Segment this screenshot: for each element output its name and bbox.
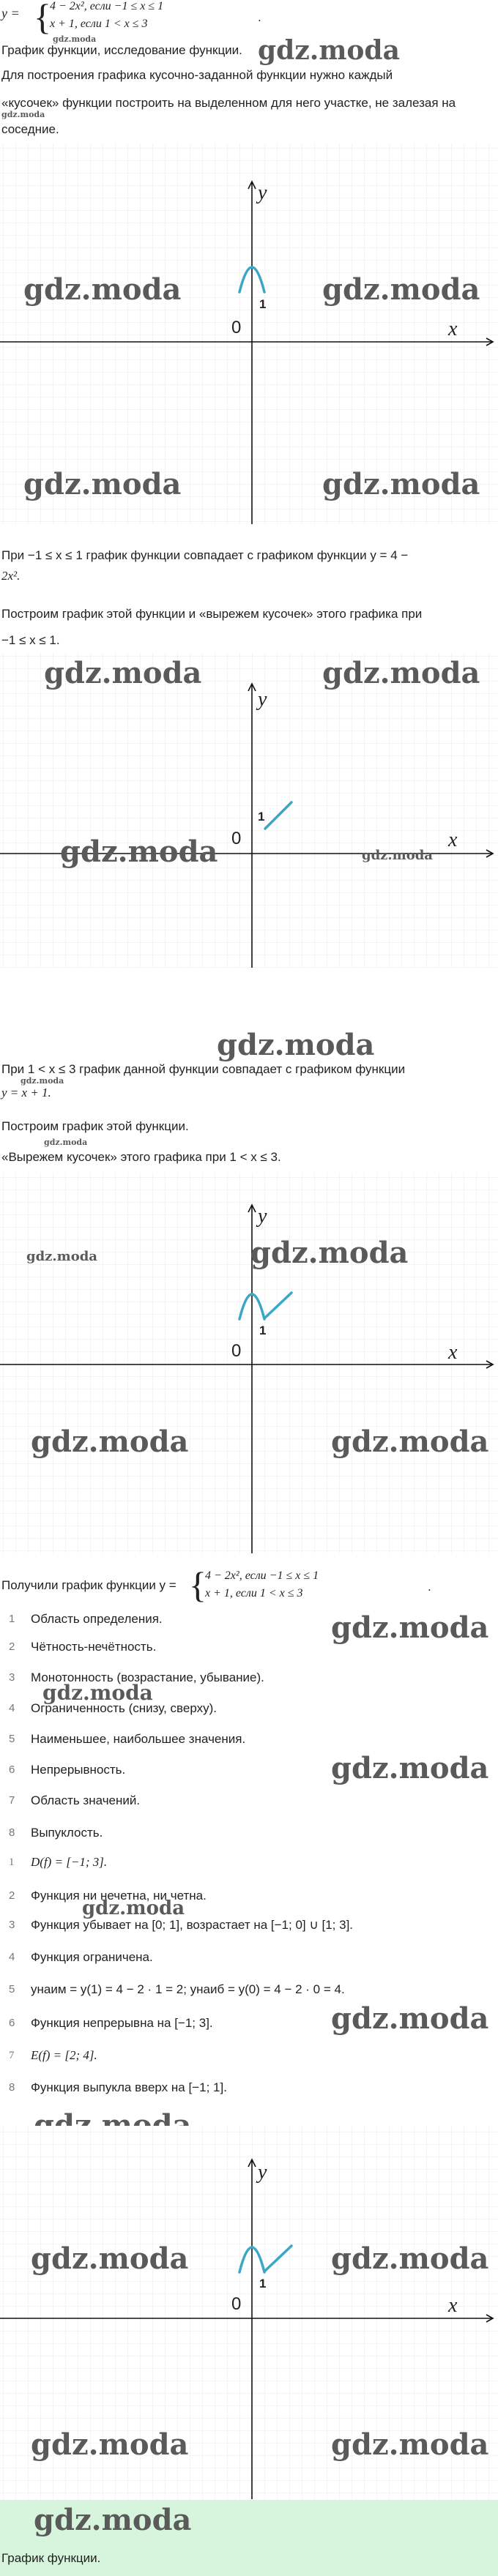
paragraph-3b: y = x + 1. xyxy=(1,1086,51,1100)
watermark: gdz.moda xyxy=(322,467,480,501)
list-item: 5 Наименьшее, наибольшее значения. xyxy=(9,1732,246,1746)
y-label: y xyxy=(258,182,267,204)
graph-2 xyxy=(0,653,498,1062)
origin-label: 0 xyxy=(231,829,242,848)
paragraph-5: «Вырежем кусочек» этого графика при 1 < x ≤ 3. xyxy=(1,1150,281,1164)
watermark: gdz.moda xyxy=(331,2241,489,2276)
list-item: 8 Выпуклость. xyxy=(9,1826,103,1840)
summary-formula xyxy=(1,1564,470,1608)
graph-1 xyxy=(0,143,498,524)
summary-prefix: Получили график функции y = xyxy=(1,1578,176,1592)
watermark: gdz.moda xyxy=(31,1425,189,1459)
list-item: 3 Функция убывает на [0; 1], возрастает на [−1; 0] ∪ [1; 3]. xyxy=(9,1918,354,1932)
intro-line-1: Для построения графика кусочно-заданной функции нужно каждый xyxy=(1,68,393,82)
graph-3-svg xyxy=(0,1173,498,1553)
intro-line-2: «кусочек» функции построить на выделенном для него участке, не залезая на xyxy=(1,96,456,110)
y-label: y xyxy=(258,1205,267,1228)
summary-piece-2: x + 1, если 1 < x ≤ 3 xyxy=(205,1587,303,1599)
x-label: x xyxy=(448,2294,458,2317)
footer-highlight xyxy=(0,2500,498,2576)
footer-caption: График функции. xyxy=(1,2551,101,2565)
formula-end: . xyxy=(258,10,261,24)
paragraph-4: Построим график этой функции. xyxy=(1,1119,189,1133)
watermark: gdz.moda xyxy=(331,1751,489,1785)
formula-piece-2: x + 1, если 1 < x ≤ 3 xyxy=(50,18,148,30)
watermark: gdz.moda xyxy=(42,1681,153,1705)
watermark-small: gdz.moda xyxy=(53,34,97,44)
watermark-small: gdz.moda xyxy=(1,110,45,119)
watermark-small: gdz.moda xyxy=(44,1138,88,1147)
list-item: 2 Чётность-нечётность. xyxy=(9,1640,157,1654)
paragraph-3a: При 1 < x ≤ 3 график данной функции совпадает с графиком функции xyxy=(1,1062,406,1076)
graph-3 xyxy=(0,1173,498,1553)
origin-label: 0 xyxy=(231,1341,242,1361)
y-label: y xyxy=(258,2161,267,2184)
list-item: 6 Функция непрерывна на [−1; 3]. xyxy=(9,2016,213,2030)
unit-label: 1 xyxy=(258,810,265,824)
watermark: gdz.moda xyxy=(331,2001,489,2036)
formula-prefix: y = xyxy=(1,6,20,20)
paragraph-1b: 2x². xyxy=(1,569,21,583)
summary-end: . xyxy=(428,1580,431,1594)
list-item: 3 Монотонность (возрастание, убывание). xyxy=(9,1670,264,1684)
paragraph-1a: При −1 ≤ x ≤ 1 график функции совпадает с графиком функции y = 4 − xyxy=(1,548,409,562)
paragraph-2b: −1 ≤ x ≤ 1. xyxy=(1,633,60,647)
list-item: 5 yнаим = y(1) = 4 − 2 · 1 = 2; yнаиб = y(0) = 4 − 2 · 0 = 4. xyxy=(9,1982,345,1996)
watermark: gdz.moda xyxy=(331,2427,489,2462)
origin-label: 0 xyxy=(231,318,242,337)
grid xyxy=(0,653,498,968)
x-label: x xyxy=(448,1341,458,1364)
watermark: gdz.moda xyxy=(31,2241,189,2276)
list-item: 7 Область значений. xyxy=(9,1793,141,1807)
watermark: gdz.moda xyxy=(44,656,202,690)
watermark: gdz.moda xyxy=(26,1249,97,1264)
graph-4 xyxy=(0,2126,498,2499)
watermark: gdz.moda xyxy=(31,2427,189,2462)
list-item: 7 E(f) = [2; 4]. xyxy=(9,2048,97,2062)
x-label: x xyxy=(448,318,458,340)
watermark: gdz.moda xyxy=(34,2503,192,2537)
watermark: gdz.moda xyxy=(322,272,480,307)
unit-label: 1 xyxy=(259,297,267,311)
watermark: gdz.moda xyxy=(23,272,182,307)
list-item: 2 Функция ни нечетна, ни четна. xyxy=(9,1889,207,1903)
x-label: x xyxy=(448,829,458,851)
formula-brace: { xyxy=(34,0,51,37)
watermark: gdz.moda xyxy=(250,1236,409,1270)
paragraph-2a: Построим график этой функции и «вырежем кусочек» этого графика при xyxy=(1,607,423,621)
unit-label: 1 xyxy=(259,1324,267,1337)
summary-piece-1: 4 − 2x², если −1 ≤ x ≤ 1 xyxy=(205,1569,319,1582)
list-item: 8 Функция выпукла вверх на [−1; 1]. xyxy=(9,2080,227,2094)
heading: График функции, исследование функции. xyxy=(1,43,242,57)
intro-line-3: соседние. xyxy=(1,122,59,136)
watermark: gdz.moda xyxy=(362,848,433,863)
answers-list xyxy=(0,1852,498,2094)
watermark: gdz.moda xyxy=(82,1897,185,1919)
watermark-small: gdz.moda xyxy=(21,1076,64,1086)
watermark: gdz.moda xyxy=(322,656,480,690)
summary-brace: { xyxy=(189,1564,207,1605)
watermark: gdz.moda xyxy=(60,835,218,869)
unit-label: 1 xyxy=(259,2277,267,2291)
watermark: gdz.moda xyxy=(217,1028,375,1062)
grid xyxy=(0,1173,498,1553)
watermark: gdz.moda xyxy=(258,35,400,66)
list-item: 6 Непрерывность. xyxy=(9,1763,126,1777)
list-item: 1 Область определения. xyxy=(9,1612,163,1626)
watermark: gdz.moda xyxy=(23,467,182,501)
watermark: gdz.moda xyxy=(331,1610,489,1645)
list-item: 4 Ограниченность (снизу, сверху). xyxy=(9,1701,217,1715)
origin-label: 0 xyxy=(231,2294,242,2314)
list-item: 4 Функция ограничена. xyxy=(9,1950,153,1964)
watermark: gdz.moda xyxy=(331,1425,489,1459)
y-label: y xyxy=(258,688,267,711)
formula-piece-1: 4 − 2x², если −1 ≤ x ≤ 1 xyxy=(50,0,164,12)
list-item: 1 D(f) = [−1; 3]. xyxy=(9,1855,108,1869)
top-formula xyxy=(1,0,294,37)
